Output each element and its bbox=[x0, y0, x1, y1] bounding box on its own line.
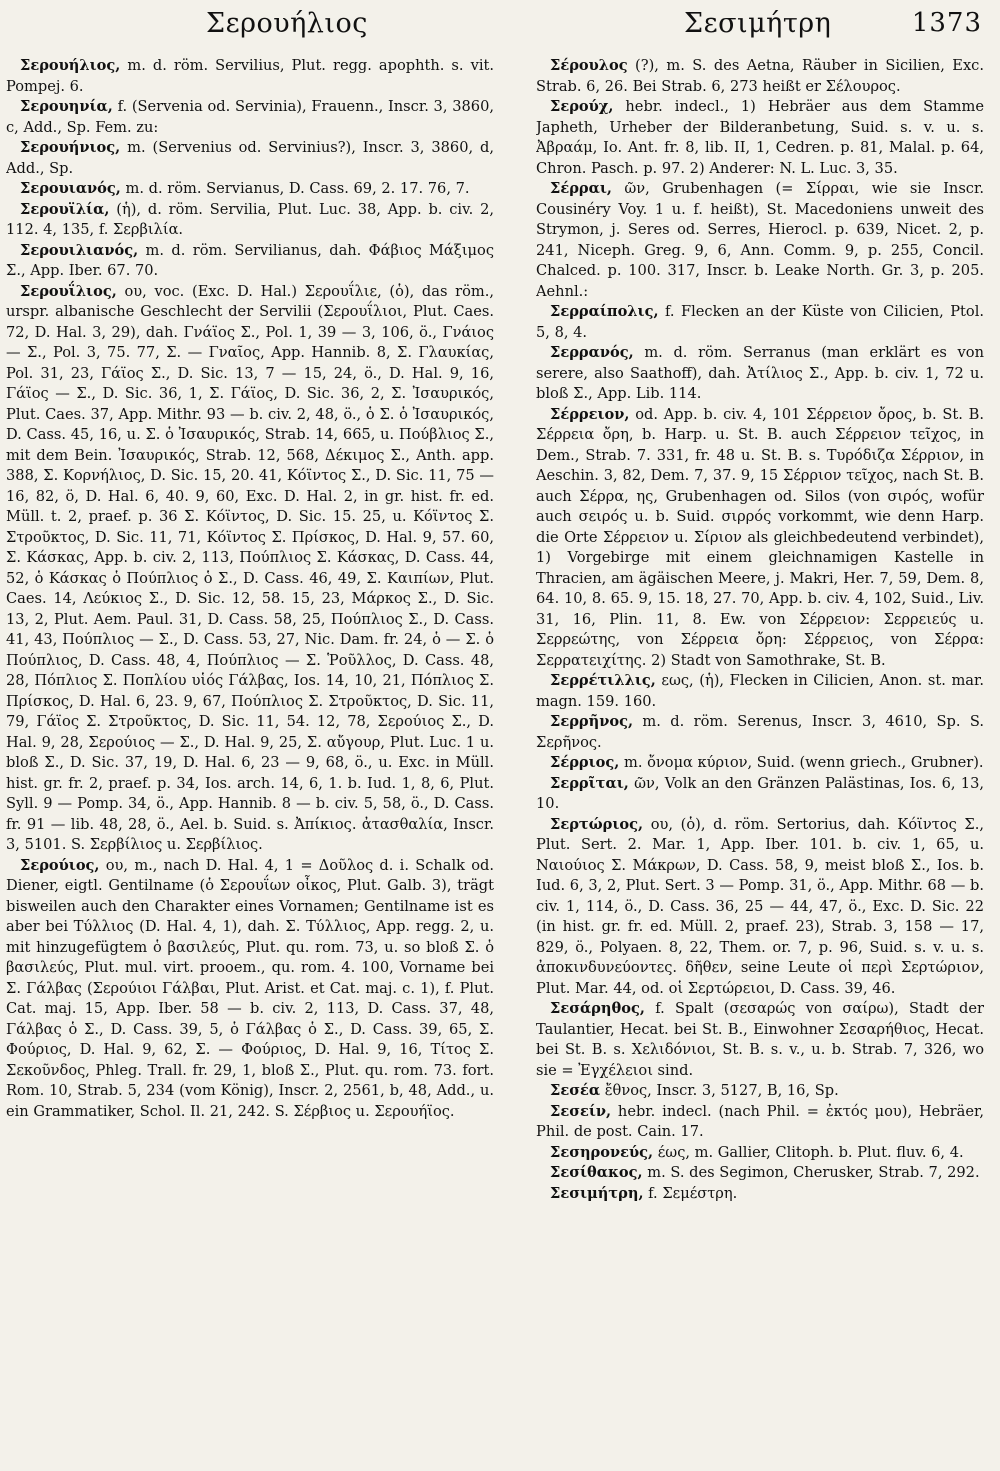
dictionary-entry bbox=[536, 671, 984, 712]
entry-headword: Σέρουλος bbox=[550, 57, 628, 74]
entry-headword: Σέρραι, bbox=[550, 180, 612, 197]
entry-text: m. ὄνομα κύριον, Suid. (wenn griech., Grubner). bbox=[619, 754, 984, 771]
entry-headword: Σεσιμήτρη, bbox=[550, 1184, 644, 1202]
entry-headword: Σεσάρηθος, bbox=[550, 1000, 645, 1017]
dictionary-entry bbox=[6, 179, 494, 200]
dictionary-entry bbox=[536, 815, 984, 1000]
entry-headword: Σερρῖται, bbox=[550, 774, 629, 792]
entry-headword: Σερρανός, bbox=[550, 344, 634, 361]
dictionary-entry bbox=[536, 302, 984, 343]
entry-headword: Σεσίθακος, bbox=[550, 1164, 643, 1181]
entry-text: hebr. indecl. (nach Phil. = ἐκτός μου), Hebräer, Phil. de post. Cain. 17. bbox=[536, 1102, 984, 1140]
entry-headword: Σερουήλιος, bbox=[20, 57, 121, 74]
entry-headword: Σερουιανός, bbox=[20, 180, 121, 197]
entry-headword: Σερουϊλία, bbox=[20, 200, 110, 218]
entry-text: od. App. b. civ. 4, 101 Σέρρειον ὄρος, b. St. B. Σέρρεια ὄρη, b. Harp. u. St. B. auch Σέρρειον τεῖχος, in Dem., Strab. 7. 331, fr. 48 u. St. B. s. Τυρόδιζα Σέρριον, in Aeschin. 3, 82, Dem. 7, 37. 9, 15 Σέρριον τεῖχος, nach St. B. auch Σέρρα, ης, Grubenhagen od. Silos (von σιρός, wofür auch σειρός u. b. Suid. σιρρός vorkommt, wie denn Harp. die Orte Σέρρειον u. Σίριον als gleichbedeutend verbindet), 1) Vorgebirge mit einem gleichnamigen Kastelle in Thracien, am ägäischen Meere, j. Makri, Her. 7, 59, Dem. 8, 64. 10, 8. 65. 9, 15. 18, 27. 70, App. b. civ. 4, 102, Suid., Liv. 31, 16, Plin. 11, 8. Ew. von Σέρρειον: Σερρειεύς u. Σερρεώτης, von Σέρρεια ὄρη: Σέρρειος, von Σέρρα: Σερρατειχίτης. 2) Stadt von Samothrake, St. B. bbox=[536, 405, 984, 669]
dictionary-entry bbox=[536, 405, 984, 672]
entry-text: (ἡ), d. röm. Servilia, Plut. Luc. 38, App. b. civ. 2, 112. 4, 135, f. Σερβιλία. bbox=[6, 200, 494, 238]
dictionary-entry bbox=[536, 1184, 984, 1205]
entry-text: m. d. röm. Servilianus, dah. Φάβιος Μάξιμος Σ., App. Iber. 67. 70. bbox=[6, 241, 494, 279]
entry-headword: Σερούιος, bbox=[20, 856, 100, 874]
entry-headword: Σερτώριος, bbox=[550, 815, 644, 833]
entry-text: m. d. röm. Servianus, D. Cass. 69, 2. 17. 76, 7. bbox=[120, 180, 470, 197]
entry-text: m. d. röm. Serenus, Inscr. 3, 4610, Sp. S. Σερῆνος. bbox=[536, 713, 984, 751]
entry-text: ἔθνος, Inscr. 3, 5127, B, 16, Sp. bbox=[600, 1082, 839, 1099]
entry-headword: Σερρῆνος, bbox=[550, 713, 634, 730]
dictionary-entry bbox=[6, 56, 494, 97]
dictionary-entry bbox=[536, 1163, 984, 1184]
running-head-left: Σερουήλιος bbox=[206, 8, 368, 39]
dictionary-entry bbox=[536, 1081, 984, 1102]
entry-headword: Σέρριος, bbox=[550, 754, 620, 771]
dictionary-entry bbox=[6, 138, 494, 179]
entry-text: f. Σεμέστρη. bbox=[643, 1184, 738, 1202]
entry-headword: Σέρρειον, bbox=[550, 405, 630, 423]
entry-headword: Σερουιλιανός, bbox=[20, 241, 139, 259]
right-column bbox=[536, 56, 984, 1465]
page-number: 1373 bbox=[911, 8, 982, 38]
left-column bbox=[6, 56, 494, 1465]
entry-text: m. d. röm. Servilius, Plut. regg. apophth. s. vit. Pompej. 6. bbox=[6, 57, 494, 95]
entry-text: f. Spalt (σεσαρώς von σαίρω), Stadt der Taulantier, Hecat. bei St. B., Einwohner Σεσαρήθιος, Hecat. bei St. B. s. Χελιδόνιοι, St. B. s. v., u. b. Strab. 7, 326, wo sie = Ἐγχέλειοι sind. bbox=[536, 1000, 984, 1079]
dictionary-entry bbox=[536, 56, 984, 97]
dictionary-entry bbox=[536, 343, 984, 405]
entry-text: hebr. indecl., 1) Hebräer aus dem Stamme Japheth, Urheber der Bilderanbetung, Suid. s. v. u. s. Ἀβραάμ, Io. Ant. fr. 8, lib. II, 1, Cedren. p. 81, Malal. p. 64, Chron. Pasch. p. 97. 2) Anderer: N. L. Luc. 3, 35. bbox=[536, 98, 984, 177]
entry-text: ου, voc. (Exc. D. Hal.) Σερουΐλιε, (ὁ), das röm., urspr. albanische Geschlecht der Servilii (Σερουΐλιοι, Plut. Caes. 72, D. Hal. 3, 29), dah. Γνάϊος Σ., Pol. 1, 39 — 3, 106, ö., Γνάιος — Σ., Pol. 3, 75. 77, Σ. — Γναῖος, App. Hannib. 8, Σ. Γλαυκίας, Pol. 31, 23, Γάϊος Σ., D. Sic. 13, 7 — 15, 24, ö., D. Hal. 9, 16, Γάϊος — Σ., D. Sic. 36, 1, Σ. Γάϊος, D. Sic. 36, 2, Σ. Ἰσαυρικός, Plut. Caes. 37, App. Mithr. 93 — b. civ. 2, 48, ö., ὁ Σ. ὁ Ἰσαυρικός, D. Cass. 45, 16, u. Σ. ὁ Ἰσαυρικός, Strab. 14, 665, u. Πούβλιος Σ., mit dem Bein. Ἰσαυρικός, Strab. 12, 568, Δέκιμος Σ., Anth. app. 388, Σ. Κορνήλιος, D. Sic. 15, 20. 41, Κόϊντος Σ., D. Sic. 11, 75 — 16, 82, ö, D. Hal. 6, 40. 9, 60, Exc. D. Hal. 2, in gr. hist. fr. ed. Müll. t. 2, praef. p. 36 Σ. Κόϊντος, D. Sic. 15. 25, u. Κόϊντος Σ. Στροῦκτος, D. Sic. 11, 71, Κόϊντος Σ. Πρίσκος, D. Hal. 9, 57. 60, Σ. Κάσκας, App. b. civ. 2, 113, Πούπλιος Σ. Κάσκας, D. Cass. 44, 52, ὁ Κάσκας ὁ Πούπλιος ὁ Σ., D. Cass. 46, 49, Σ. Καιπίων, Plut. Caes. 14, Λεύκιος Σ., D. Sic. 12, 58. 15, 23, Μάρκος Σ., D. Sic. 13, 2, Plut. Aem. Paul. 31, D. Cass. 58, 25, Πούπλιος Σ., D. Cass. 41, 43, Πούπλιος — Σ., D. Cass. 53, 27, Nic. Dam. fr. 24, ὁ — Σ. ὁ Πούπλιος, D. Cass. 48, 4, Πούπλιος — Σ. Ῥοῦλλος, D. Cass. 48, 28, Πόπλιος Σ. Ποπλίου υἱός Γάλβας, Ios. 14, 10, 21, Πόπλιος Σ. Πρίσκος, D. Hal. 6, 23. 9, 67, Πούπλιος Σ. Στροῦκτος, D. Sic. 11, 79, Γάϊος Σ. Στροῦκτος, D. Sic. 11, 54. 12, 78, Σερούιος Σ., D. Hal. 9, 28, Σερούιος — Σ., D. Hal. 9, 25, Σ. αὔγουρ, Plut. Luc. 1 u. bloß Σ., D. Sic. 37, 19, D. Hal. 6, 23 — 9, 68, ö., u. Exc. in Müll. hist. gr. fr. 2, praef. p. 34, Ios. arch. 14, 6, 1. b. Iud. 1, 8, 6, Plut. Syll. 9 — Pomp. 34, ö., App. Hannib. 8 — b. civ. 5, 58, ö., D. Cass. fr. 91 — lib. 48, 28, ö., Ael. b. Suid. s. Ἀπίκιος. ἀτασθαλία, Inscr. 3, 5101. S. Σερβίλιος u. Σερβίλιος. bbox=[6, 282, 494, 853]
entry-text: (?), m. S. des Aetna, Räuber in Sicilien, Exc. Strab. 6, 26. Bei Strab. 6, 273 heißt er Σέλουρος. bbox=[536, 57, 984, 95]
entry-text: ου, (ὁ), d. röm. Sertorius, dah. Κόϊντος Σ., Plut. Sert. 2. Mar. 1, App. Iber. 101. b. civ. 1, 65, u. Ναιούιος Σ. Μάκρων, D. Cass. 58, 9, meist bloß Σ., Ios. b. Iud. 6, 3, 2, Plut. Sert. 3 — Pomp. 31, ö., App. Mithr. 68 — b. civ. 1, 114, ö., D. Cass. 36, 25 — 44, 47, ö., Exc. D. Sic. 22 (in hist. gr. fr. ed. Müll. 2, praef. 23), Strab. 3, 158 — 17, 829, ö., Polyaen. 8, 22, Them. or. 7, p. 96, Suid. s. v. u. s. ἀποκινδυνεύοντες. δῆθεν, seine Leute οἱ περὶ Σερτώριον, Plut. Mar. 44, od. οἱ Σερτώρειοι, D. Cass. 39, 46. bbox=[536, 815, 984, 997]
dictionary-entry bbox=[536, 999, 984, 1081]
dictionary-entry bbox=[536, 712, 984, 753]
entry-text: f. (Servenia od. Servinia), Frauenn., Inscr. 3, 3860, c, Add., Sp. Fem. zu: bbox=[6, 98, 494, 136]
dictionary-entry bbox=[536, 179, 984, 302]
dictionary-entry bbox=[6, 241, 494, 282]
entry-text: έως, m. Gallier, Clitoph. b. Plut. fluv. 6, 4. bbox=[653, 1143, 964, 1161]
dictionary-entry bbox=[6, 282, 494, 856]
entry-headword: Σεσέα bbox=[550, 1082, 601, 1099]
entry-text: f. Flecken an der Küste von Cilicien, Ptol. 5, 8, 4. bbox=[536, 303, 984, 341]
entry-text: m. S. des Segimon, Cherusker, Strab. 7, 292. bbox=[642, 1164, 980, 1181]
entry-text: ῶν, Grubenhagen (= Σίρραι, wie sie Inscr. Cousinéry Voy. 1 u. f. heißt), St. Macedoniens unweit des Strymon, j. Seres od. Serres, Hierocl. p. 639, Nicet. 2, p. 241, Niceph. Greg. 9, 6, Ann. Comm. 9, p. 255, Concil. Chalced. p. 100. 317, Inscr. b. Leake North. Gr. 3, p. 205. Aehnl.: bbox=[536, 180, 984, 300]
entry-text: ῶν, Volk an den Gränzen Palästinas, Ios. 6, 13, 10. bbox=[536, 774, 984, 812]
dictionary-entry bbox=[6, 856, 494, 1123]
entry-text: m. (Servenius od. Servinius?), Inscr. 3, 3860, d, Add., Sp. bbox=[6, 139, 494, 177]
entry-headword: Σερουήνιος, bbox=[20, 139, 121, 156]
text-columns bbox=[6, 56, 986, 1465]
entry-text: m. d. röm. Serranus (man erklärt es von serere, also Saathoff), dah. Ἀτίλιος Σ., App. b. civ. 1, 72 u. bloß Σ., App. Lib. 114. bbox=[536, 344, 984, 402]
running-head-right: Σεσιμήτρη bbox=[684, 8, 832, 39]
entry-headword: Σερρέτιλλις, bbox=[550, 672, 656, 689]
entry-headword: Σερουΐλιος, bbox=[20, 282, 117, 300]
entry-headword: Σεσηρονεύς, bbox=[550, 1143, 654, 1161]
dictionary-entry bbox=[536, 753, 984, 774]
entry-headword: Σερούχ, bbox=[550, 98, 614, 115]
dictionary-entry bbox=[536, 1143, 984, 1164]
entry-headword: Σερουηνία, bbox=[20, 98, 113, 115]
entry-headword: Σεσείν, bbox=[550, 1102, 612, 1120]
entry-text: ου, m., nach D. Hal. 4, 1 = Δοῦλος d. i. Schalk od. Diener, eigtl. Gentilname (ὁ Σερουΐων οἶκος, Plut. Galb. 3), trägt bisweilen auch den Charakter eines Vornamen; Gentilname ist es aber bei Τύλλιος (D. Hal. 4, 1), dah. Σ. Τύλλιος, App. regg. 2, u. mit hinzugefügtem ὁ βασιλεύς, Plut. qu. rom. 73, u. so bloß Σ. ὁ βασιλεύς, Plut. mul. virt. prooem., qu. rom. 4. 100, Vorname bei Σ. Γάλβας (Σερούιοι Γάλβαι, Plut. Arist. et Cat. maj. c. 1), f. Plut. Cat. maj. 15, App. Iber. 58 — b. civ. 2, 113, D. Cass. 37, 48, Γάλβας ὁ Σ., D. Cass. 39, 5, ὁ Γάλβας ὁ Σ., D. Cass. 39, 65, Σ. Φούριος, D. Hal. 9, 62, Σ. — Φούριος, D. Hal. 9, 16, Τίτος Σ. Σεκοῦνδος, Phleg. Trall. fr. 29, 1, bloß Σ., Plut. qu. rom. 73. fort. Rom. 10, Strab. 5, 234 (vom König), Inscr. 2, 2561, b, 48, Add., u. ein Grammatiker, Schol. Il. 21, 242. S. Σέρβιος u. Σερουήϊος. bbox=[6, 856, 494, 1120]
dictionary-entry bbox=[536, 1102, 984, 1143]
entry-headword: Σερραίπολις, bbox=[550, 303, 659, 320]
entry-text: εως, (ἡ), Flecken in Cilicien, Anon. st. mar. magn. 159. 160. bbox=[536, 672, 984, 710]
dictionary-entry bbox=[536, 97, 984, 179]
dictionary-entry bbox=[536, 774, 984, 815]
dictionary-entry bbox=[6, 200, 494, 241]
page-header bbox=[6, 6, 982, 52]
dictionary-entry bbox=[6, 97, 494, 138]
